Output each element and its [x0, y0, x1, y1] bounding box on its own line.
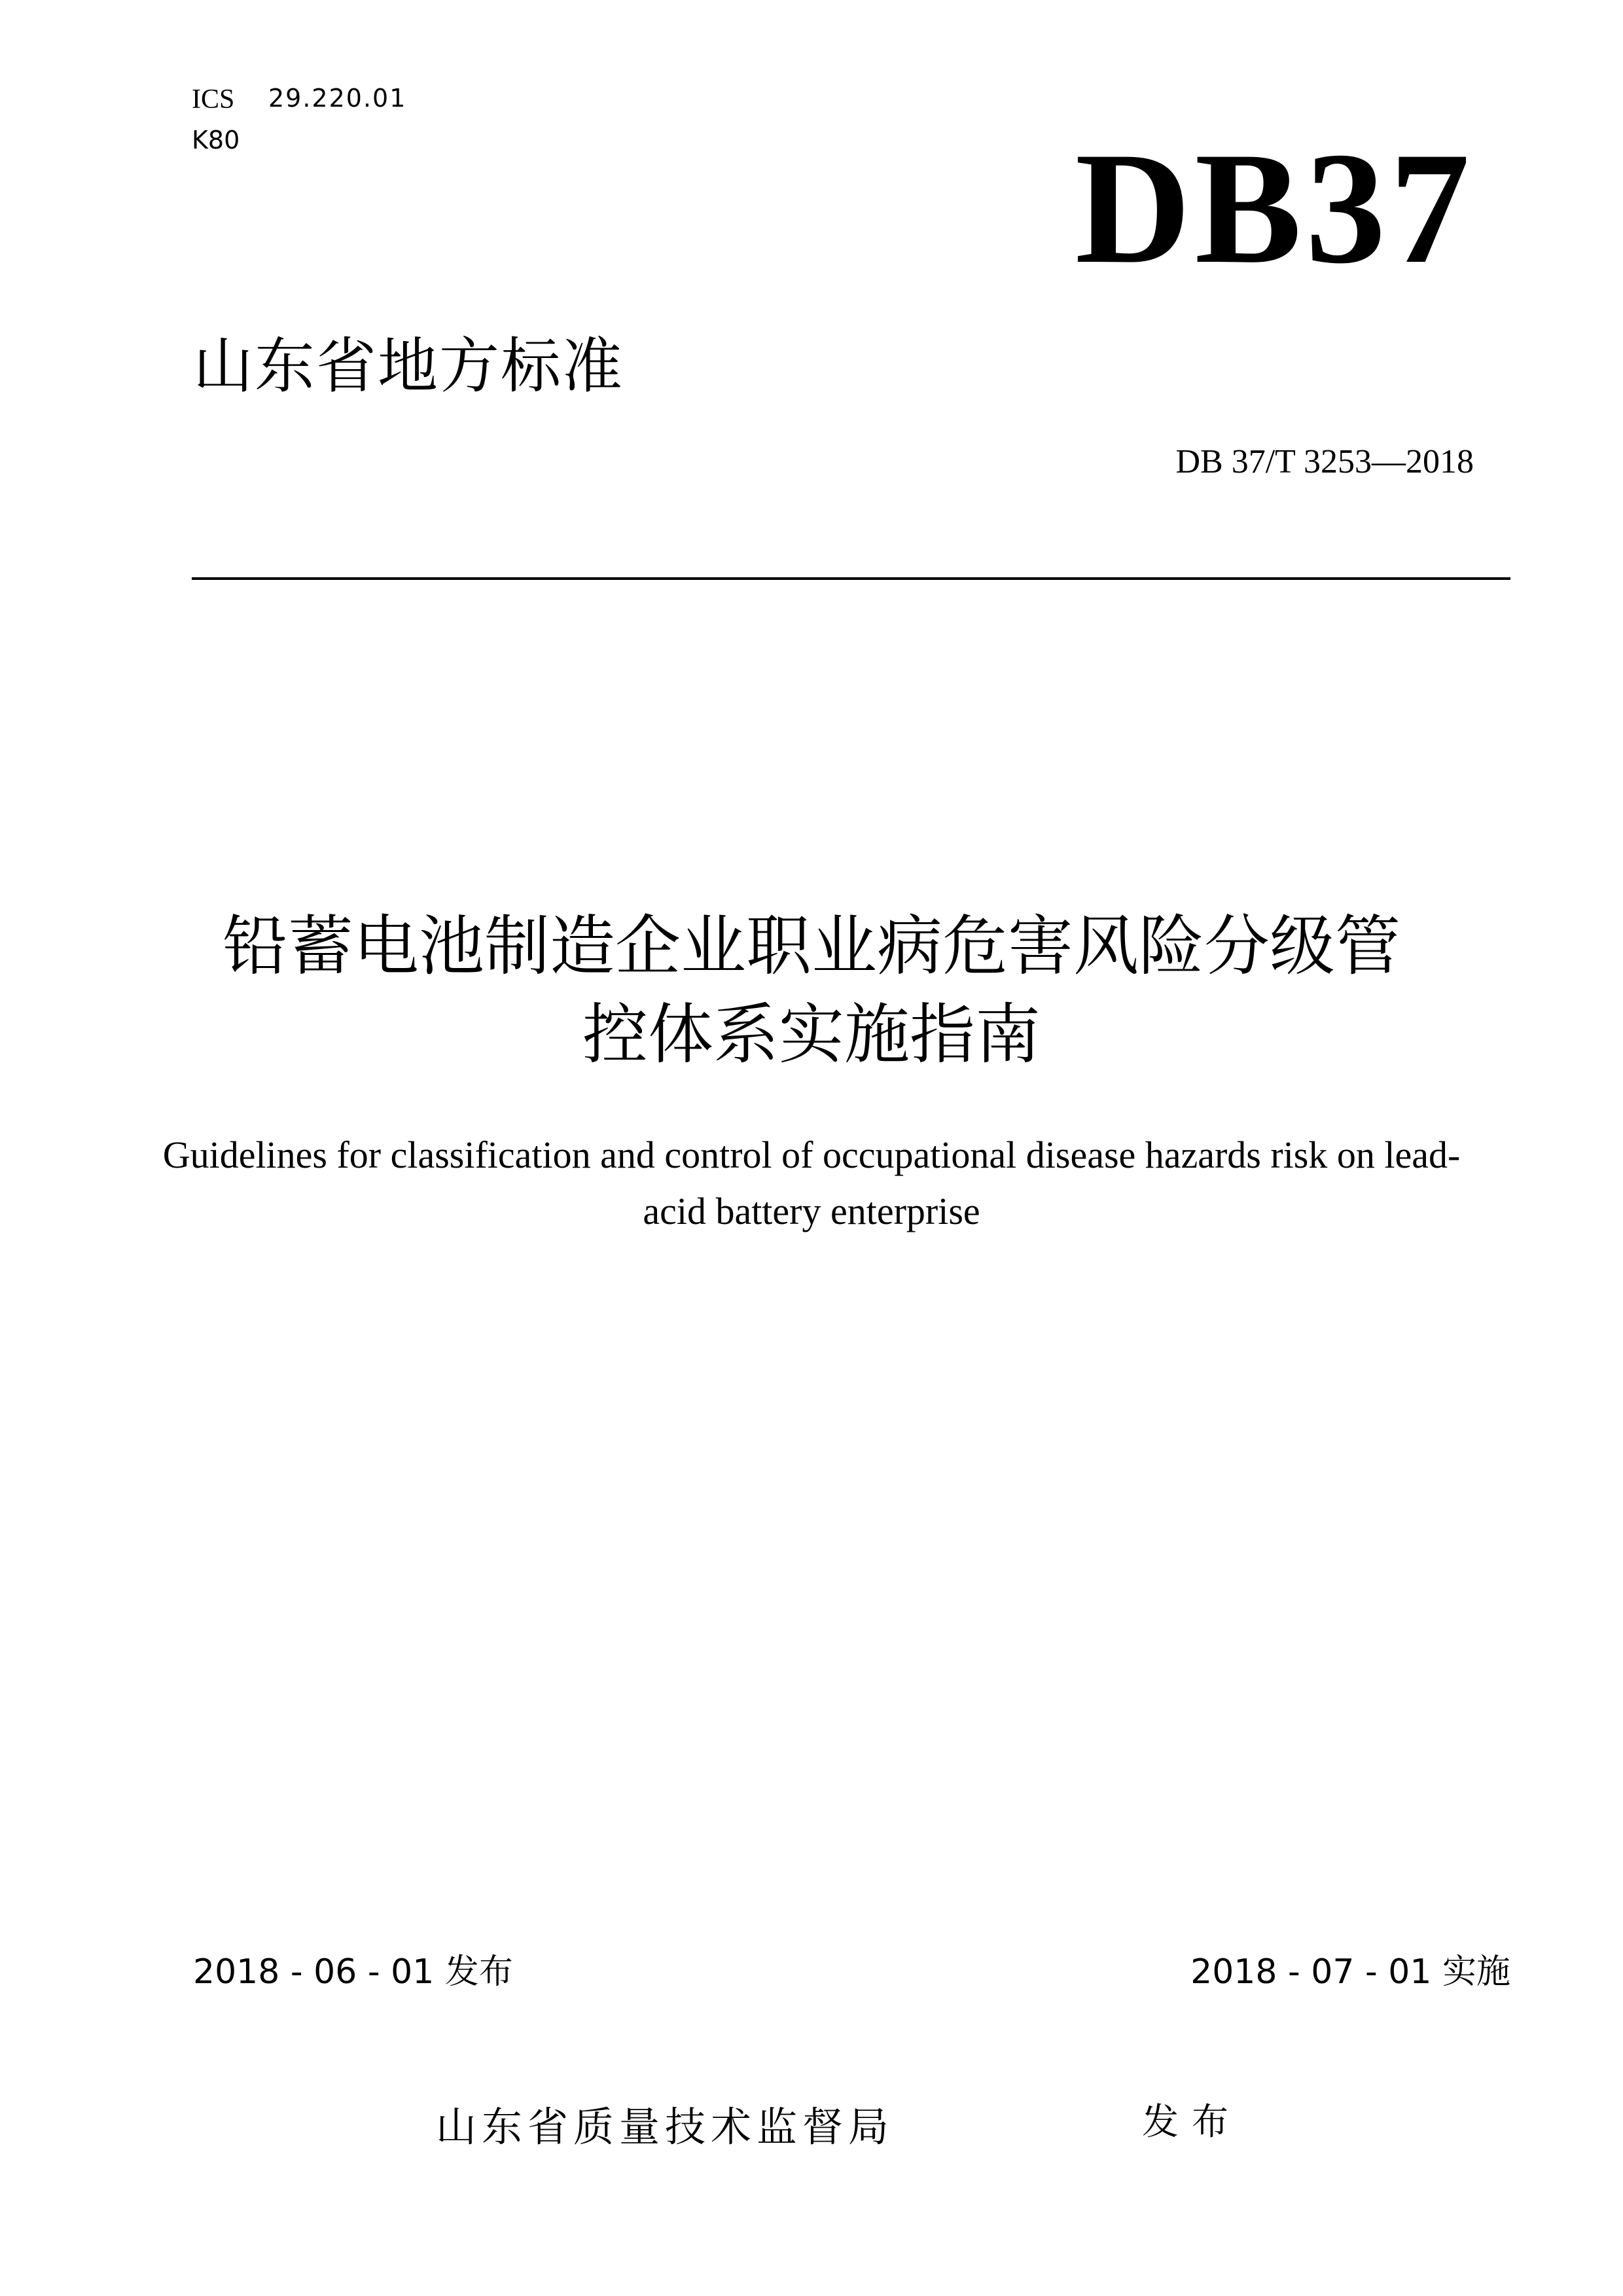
title-zh-line-2: 控体系实施指南	[582, 996, 1041, 1073]
issuing-authority-suffix: 发布	[1142, 2101, 1241, 2144]
ics-label: ICS	[192, 84, 235, 115]
db37-logo: DB37	[1075, 119, 1474, 296]
document-title-zh	[0, 902, 1623, 1079]
ics-code: 29.220.01	[268, 84, 407, 113]
issuing-authority: 山东省质量技术监督局	[436, 2103, 895, 2151]
standard-category: 山东省地方标准	[193, 331, 624, 401]
title-zh-line-1: 铅蓄电池制造企业职业病危害风险分级管	[223, 908, 1400, 984]
standard-number: DB 37/T 3253—2018	[1175, 443, 1474, 480]
title-en-line-2: acid battery enterprise	[643, 1190, 980, 1232]
ccs-code: K80	[192, 126, 240, 154]
issue-date: 2018 - 06 - 01 发布	[193, 1952, 513, 1992]
implementation-date: 2018 - 07 - 01 实施	[1190, 1952, 1510, 1992]
title-en-line-1: Guidelines for classification and control of occupational disease hazards risk on lead-	[162, 1134, 1461, 1176]
header-divider	[192, 577, 1510, 580]
document-title-en	[0, 1127, 1623, 1240]
